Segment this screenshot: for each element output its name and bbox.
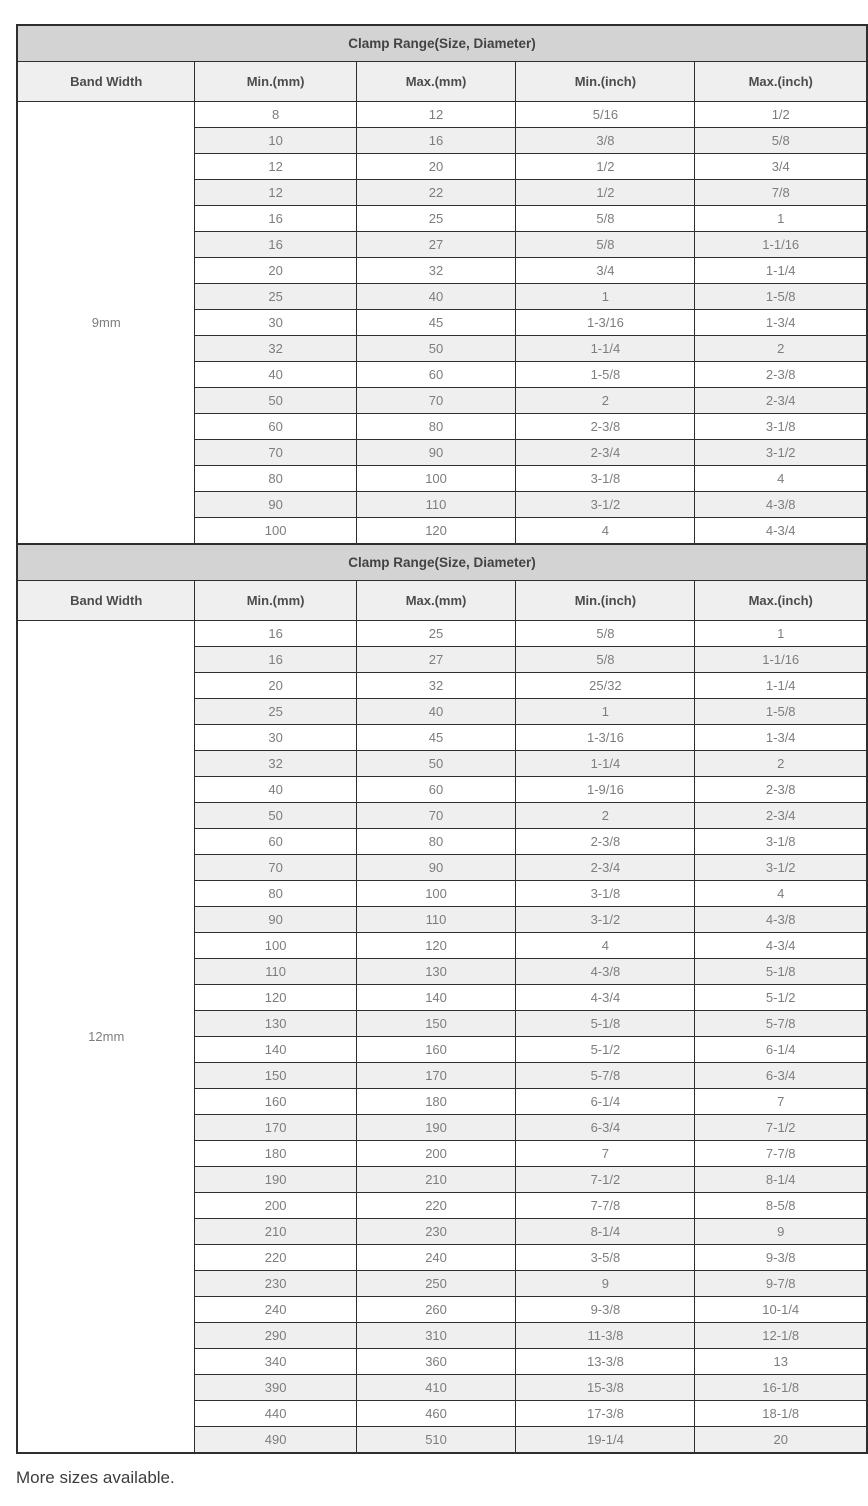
data-cell: 80: [356, 414, 516, 440]
data-cell: 10-1/4: [695, 1297, 867, 1323]
data-cell: 40: [356, 284, 516, 310]
data-cell: 3-1/2: [695, 440, 867, 466]
table-title: Clamp Range(Size, Diameter): [18, 545, 867, 581]
data-cell: 25: [195, 699, 356, 725]
data-cell: 8-1/4: [695, 1167, 867, 1193]
data-cell: 390: [195, 1375, 356, 1401]
data-cell: 16: [195, 206, 356, 232]
data-cell: 9-3/8: [516, 1297, 695, 1323]
col-header-max-mm: Max.(mm): [356, 581, 516, 621]
data-cell: 12-1/8: [695, 1323, 867, 1349]
data-cell: 200: [195, 1193, 356, 1219]
data-cell: 7-1/2: [695, 1115, 867, 1141]
data-cell: 240: [356, 1245, 516, 1271]
data-cell: 16-1/8: [695, 1375, 867, 1401]
data-cell: 140: [195, 1037, 356, 1063]
data-cell: 25: [356, 206, 516, 232]
col-header-max-mm: Max.(mm): [356, 62, 516, 102]
col-header-min-mm: Min.(mm): [195, 62, 356, 102]
data-cell: 1: [695, 206, 867, 232]
data-cell: 7/8: [695, 180, 867, 206]
data-cell: 5-7/8: [516, 1063, 695, 1089]
data-cell: 16: [195, 647, 356, 673]
data-cell: 160: [195, 1089, 356, 1115]
data-cell: 40: [356, 699, 516, 725]
data-cell: 1-3/4: [695, 310, 867, 336]
data-cell: 130: [356, 959, 516, 985]
data-cell: 9-3/8: [695, 1245, 867, 1271]
data-cell: 8-5/8: [695, 1193, 867, 1219]
data-cell: 110: [356, 907, 516, 933]
data-cell: 100: [195, 933, 356, 959]
data-cell: 1-1/4: [516, 336, 695, 362]
table-row: [18, 621, 867, 647]
data-cell: 5-1/8: [695, 959, 867, 985]
data-cell: 20: [356, 154, 516, 180]
data-cell: 18-1/8: [695, 1401, 867, 1427]
col-header-band-width: Band Width: [18, 62, 195, 102]
data-cell: 1-5/8: [695, 699, 867, 725]
col-header-max-inch: Max.(inch): [695, 62, 867, 102]
data-cell: 1-3/16: [516, 310, 695, 336]
data-cell: 230: [195, 1271, 356, 1297]
data-cell: 50: [356, 336, 516, 362]
data-cell: 2-3/8: [695, 362, 867, 388]
data-cell: 60: [195, 829, 356, 855]
data-cell: 90: [356, 855, 516, 881]
data-cell: 4: [516, 933, 695, 959]
data-cell: 410: [356, 1375, 516, 1401]
data-cell: 2-3/4: [695, 803, 867, 829]
data-cell: 190: [356, 1115, 516, 1141]
data-cell: 16: [356, 128, 516, 154]
column-header-row: [18, 581, 867, 621]
data-cell: 150: [356, 1011, 516, 1037]
data-cell: 22: [356, 180, 516, 206]
data-cell: 170: [195, 1115, 356, 1141]
data-cell: 220: [356, 1193, 516, 1219]
data-cell: 3-1/8: [516, 881, 695, 907]
data-cell: 4-3/4: [695, 933, 867, 959]
data-cell: 460: [356, 1401, 516, 1427]
data-cell: 5/8: [516, 206, 695, 232]
data-cell: 5-1/2: [516, 1037, 695, 1063]
data-cell: 2: [516, 803, 695, 829]
data-cell: 6-3/4: [695, 1063, 867, 1089]
data-cell: 7: [695, 1089, 867, 1115]
data-cell: 60: [356, 362, 516, 388]
data-cell: 4: [516, 518, 695, 544]
data-cell: 90: [195, 907, 356, 933]
data-cell: 200: [356, 1141, 516, 1167]
data-cell: 9-7/8: [695, 1271, 867, 1297]
data-cell: 25: [195, 284, 356, 310]
data-cell: 2-3/4: [695, 388, 867, 414]
data-cell: 140: [356, 985, 516, 1011]
data-cell: 1: [516, 699, 695, 725]
data-cell: 8: [195, 102, 356, 128]
data-cell: 30: [195, 725, 356, 751]
data-cell: 27: [356, 232, 516, 258]
data-cell: 11-3/8: [516, 1323, 695, 1349]
data-cell: 20: [195, 673, 356, 699]
data-cell: 180: [195, 1141, 356, 1167]
data-cell: 1: [695, 621, 867, 647]
data-cell: 2: [516, 388, 695, 414]
data-cell: 32: [195, 336, 356, 362]
data-cell: 230: [356, 1219, 516, 1245]
data-cell: 440: [195, 1401, 356, 1427]
data-cell: 1-1/4: [695, 673, 867, 699]
data-cell: 25/32: [516, 673, 695, 699]
data-cell: 60: [195, 414, 356, 440]
data-cell: 17-3/8: [516, 1401, 695, 1427]
data-cell: 9: [516, 1271, 695, 1297]
data-cell: 3-1/8: [695, 829, 867, 855]
col-header-min-inch: Min.(inch): [516, 581, 695, 621]
data-cell: 110: [195, 959, 356, 985]
data-cell: 1-1/4: [695, 258, 867, 284]
data-cell: 5-1/2: [695, 985, 867, 1011]
data-cell: 110: [356, 492, 516, 518]
data-cell: 32: [356, 258, 516, 284]
data-cell: 50: [195, 388, 356, 414]
data-cell: 19-1/4: [516, 1427, 695, 1453]
data-cell: 7-7/8: [516, 1193, 695, 1219]
data-cell: 2: [695, 336, 867, 362]
data-cell: 7-7/8: [695, 1141, 867, 1167]
data-cell: 20: [195, 258, 356, 284]
data-cell: 5/8: [516, 232, 695, 258]
data-cell: 5/16: [516, 102, 695, 128]
data-cell: 8-1/4: [516, 1219, 695, 1245]
data-cell: 3-1/2: [695, 855, 867, 881]
data-cell: 100: [356, 466, 516, 492]
data-cell: 210: [356, 1167, 516, 1193]
data-cell: 45: [356, 725, 516, 751]
data-cell: 3-1/8: [516, 466, 695, 492]
data-cell: 3-1/2: [516, 907, 695, 933]
data-cell: 7: [516, 1141, 695, 1167]
data-cell: 3/4: [695, 154, 867, 180]
column-header-row: [18, 62, 867, 102]
data-cell: 40: [195, 362, 356, 388]
data-cell: 70: [356, 803, 516, 829]
band-width-cell: 9mm: [18, 102, 195, 544]
data-cell: 1-1/16: [695, 232, 867, 258]
data-cell: 3-5/8: [516, 1245, 695, 1271]
data-cell: 30: [195, 310, 356, 336]
data-cell: 13-3/8: [516, 1349, 695, 1375]
data-cell: 70: [356, 388, 516, 414]
data-cell: 1-5/8: [516, 362, 695, 388]
data-cell: 5/8: [516, 621, 695, 647]
data-cell: 3/8: [516, 128, 695, 154]
band-width-cell: 12mm: [18, 621, 195, 1453]
data-cell: 510: [356, 1427, 516, 1453]
data-cell: 310: [356, 1323, 516, 1349]
data-cell: 60: [356, 777, 516, 803]
data-cell: 16: [195, 621, 356, 647]
table-title-row: [18, 26, 867, 62]
data-cell: 5/8: [516, 647, 695, 673]
data-cell: 5-7/8: [695, 1011, 867, 1037]
col-header-max-inch: Max.(inch): [695, 581, 867, 621]
data-cell: 1/2: [516, 154, 695, 180]
data-cell: 3-1/2: [516, 492, 695, 518]
data-cell: 240: [195, 1297, 356, 1323]
data-cell: 1-1/4: [516, 751, 695, 777]
data-cell: 3/4: [516, 258, 695, 284]
data-cell: 16: [195, 232, 356, 258]
data-cell: 4-3/8: [695, 492, 867, 518]
table-title: Clamp Range(Size, Diameter): [18, 26, 867, 62]
clamp-table-9mm: [17, 25, 867, 544]
data-cell: 12: [195, 154, 356, 180]
data-cell: 2-3/4: [516, 855, 695, 881]
data-cell: 170: [356, 1063, 516, 1089]
data-cell: 12: [356, 102, 516, 128]
data-cell: 80: [195, 466, 356, 492]
data-cell: 180: [356, 1089, 516, 1115]
data-cell: 80: [356, 829, 516, 855]
data-cell: 4: [695, 881, 867, 907]
data-cell: 25: [356, 621, 516, 647]
col-header-min-mm: Min.(mm): [195, 581, 356, 621]
data-cell: 1/2: [516, 180, 695, 206]
data-cell: 2-3/8: [516, 829, 695, 855]
data-cell: 40: [195, 777, 356, 803]
data-cell: 1-3/16: [516, 725, 695, 751]
data-cell: 1-5/8: [695, 284, 867, 310]
data-cell: 1-3/4: [695, 725, 867, 751]
data-cell: 32: [195, 751, 356, 777]
data-cell: 15-3/8: [516, 1375, 695, 1401]
data-cell: 4-3/4: [516, 985, 695, 1011]
data-cell: 2: [695, 751, 867, 777]
data-cell: 340: [195, 1349, 356, 1375]
data-cell: 100: [195, 518, 356, 544]
data-cell: 120: [195, 985, 356, 1011]
data-cell: 50: [195, 803, 356, 829]
data-cell: 120: [356, 518, 516, 544]
data-cell: 50: [356, 751, 516, 777]
data-cell: 100: [356, 881, 516, 907]
clamp-range-tables: [16, 24, 868, 1454]
data-cell: 7-1/2: [516, 1167, 695, 1193]
data-cell: 1-1/16: [695, 647, 867, 673]
data-cell: 32: [356, 673, 516, 699]
data-cell: 6-1/4: [695, 1037, 867, 1063]
data-cell: 1: [516, 284, 695, 310]
data-cell: 2-3/4: [516, 440, 695, 466]
data-cell: 2-3/8: [516, 414, 695, 440]
data-cell: 6-3/4: [516, 1115, 695, 1141]
data-cell: 4-3/8: [516, 959, 695, 985]
data-cell: 3-1/8: [695, 414, 867, 440]
col-header-band-width: Band Width: [18, 581, 195, 621]
data-cell: 190: [195, 1167, 356, 1193]
data-cell: 210: [195, 1219, 356, 1245]
data-cell: 70: [195, 855, 356, 881]
table-row: [18, 102, 867, 128]
data-cell: 4-3/4: [695, 518, 867, 544]
data-cell: 13: [695, 1349, 867, 1375]
clamp-table-12mm: [17, 544, 867, 1453]
data-cell: 250: [356, 1271, 516, 1297]
data-cell: 1/2: [695, 102, 867, 128]
data-cell: 9: [695, 1219, 867, 1245]
data-cell: 4-3/8: [695, 907, 867, 933]
footer-note: More sizes available.: [16, 1468, 175, 1487]
data-cell: 360: [356, 1349, 516, 1375]
data-cell: 80: [195, 881, 356, 907]
data-cell: 220: [195, 1245, 356, 1271]
data-cell: 490: [195, 1427, 356, 1453]
data-cell: 27: [356, 647, 516, 673]
data-cell: 290: [195, 1323, 356, 1349]
data-cell: 120: [356, 933, 516, 959]
data-cell: 2-3/8: [695, 777, 867, 803]
data-cell: 6-1/4: [516, 1089, 695, 1115]
data-cell: 130: [195, 1011, 356, 1037]
data-cell: 260: [356, 1297, 516, 1323]
data-cell: 90: [195, 492, 356, 518]
data-cell: 45: [356, 310, 516, 336]
data-cell: 10: [195, 128, 356, 154]
data-cell: 1-9/16: [516, 777, 695, 803]
data-cell: 5/8: [695, 128, 867, 154]
data-cell: 150: [195, 1063, 356, 1089]
col-header-min-inch: Min.(inch): [516, 62, 695, 102]
data-cell: 20: [695, 1427, 867, 1453]
data-cell: 12: [195, 180, 356, 206]
data-cell: 90: [356, 440, 516, 466]
data-cell: 5-1/8: [516, 1011, 695, 1037]
data-cell: 160: [356, 1037, 516, 1063]
table-title-row: [18, 545, 867, 581]
data-cell: 70: [195, 440, 356, 466]
data-cell: 4: [695, 466, 867, 492]
